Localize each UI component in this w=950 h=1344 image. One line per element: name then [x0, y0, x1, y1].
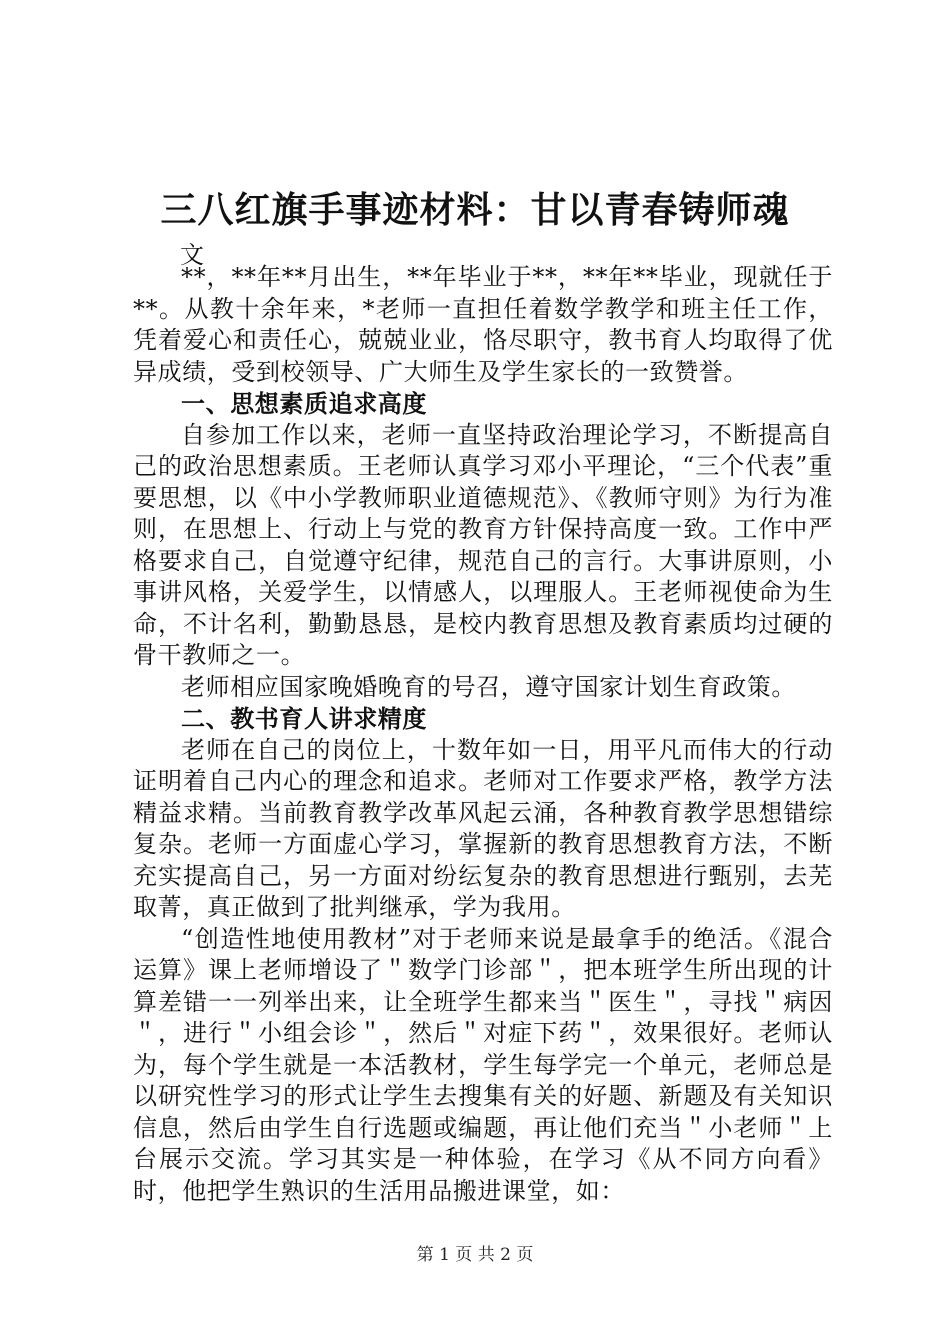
document-title: 三八红旗手事迹材料：甘以青春铸师魂	[160, 189, 790, 231]
section-heading-1: 一、思想素质追求高度	[181, 389, 427, 418]
intro-paragraph: **，**年**月出生，**年毕业于**，**年**毕业，现就任于**。从教十余年来，*老师一直担任着数学教学和班主任工作，凭着爱心和责任心，兢兢业业，恪尽职守，教书育人均取得了优异成绩，受到校领导、广大师生及学生家长的一致赞誉。	[133, 263, 833, 386]
document-body	[133, 262, 833, 1207]
body-paragraph: “创造性地使用教材”对于老师来说是最拿手的绝活。《混合运算》课上老师增设了＂数学门诊部＂，把本班学生所出现的计算差错一一列举出来，让全班学生都来当＂医生＂，寻找＂病因＂，进行＂小组会诊＂，然后＂对症下药＂，效果很好。老师认为，每个学生就是一本活教材，学生每学完一个单元，老师总是以研究性学习的形式让学生去搜集有关的好题、新题及有关知识信息，然后由学生自行选题或编题，再让他们充当＂小老师＂上台展示交流。学习其实是一种体验，在学习《从不同方向看》时，他把学生熟识的生活用品搬进课堂，如：	[133, 924, 833, 1205]
author-line: 文	[180, 241, 204, 269]
page-number-footer: 第 1 页 共 2 页	[416, 1245, 534, 1265]
body-paragraph: 自参加工作以来，老师一直坚持政治理论学习，不断提高自己的政治思想素质。王老师认真学习邓小平理论，“三个代表”重要思想，以《中小学教师职业道德规范》、《教师守则》为行为准则，在思想上、行动上与党的教育方针保持高度一致。工作中严格要求自己，自觉遵守纪律，规范自己的言行。大事讲原则，小事讲风格，关爱学生，以情感人，以理服人。王老师视使命为生命，不计名利，勤勤恳恳，是校内教育思想及教育素质均过硬的骨干教师之一。	[133, 420, 833, 669]
body-paragraph: 老师相应国家晚婚晚育的号召，遵守国家计划生育政策。	[181, 672, 796, 701]
section-heading-2: 二、教书育人讲求精度	[181, 704, 427, 733]
body-paragraph: 老师在自己的岗位上，十数年如一日，用平凡而伟大的行动证明着自己内心的理念和追求。老师对工作要求严格，教学方法精益求精。当前教育教学改革风起云涌，各种教育教学思想错综复杂。老师一方面虚心学习，掌握新的教育思想教育方法，不断充实提高自己，另一方面对纷纭复杂的教育思想进行甄别，去芜取菁，真正做到了批判继承，学为我用。	[133, 735, 833, 921]
